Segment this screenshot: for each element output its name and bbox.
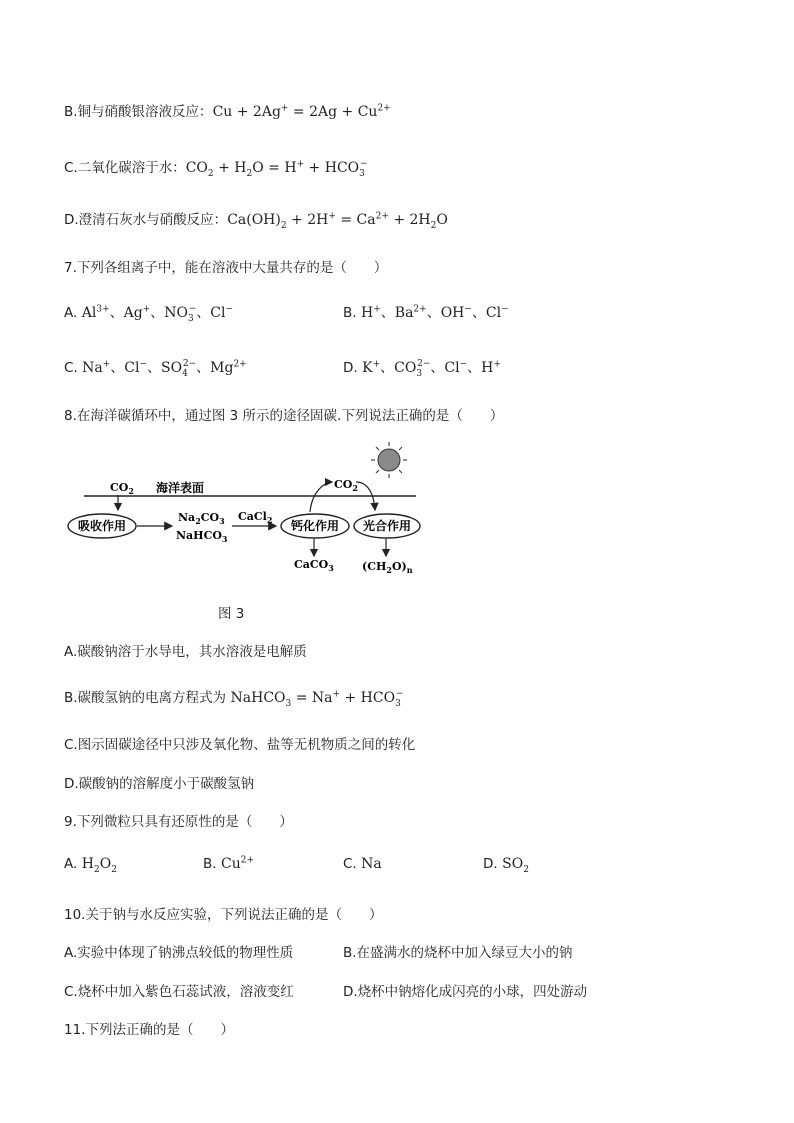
q10-stem: 10.关于钠与水反应实验，下列说法正确的是（ ） [64,907,383,923]
q7-option-c: C. Na+、Cl−、$SO_4^{2-}$、$Mg^{2+}$ [64,359,247,379]
na2co3-label: $Na_2CO_3$ [178,511,225,526]
carbon-cycle-figure [64,438,434,578]
q9-option-a: A. $H_2O_2$ [64,856,117,875]
q10-option-d: D.烧杯中钠熔化成闪亮的小球，四处游动 [343,984,588,1000]
q10-option-a: A.实验中体现了钠沸点较低的物理性质 [64,945,294,961]
equation-cu-ag: $Cu + 2Ag^+ = 2Ag + Cu^{2+}$ [212,103,391,120]
photosynthesis-label: 光合作用 [362,519,412,533]
caco3-label: CaCO$_3$ [294,558,334,573]
q8-stem: 8.在海洋碳循环中，通过图 3 所示的途径固碳.下列说法正确的是（ ） [64,408,504,424]
co2-right-label: $CO_2$ [334,478,358,493]
q7-option-d: D. K+、$CO_3^{2-}$、Cl−、H+ [343,359,501,379]
sea-surface-label: 海洋表面 [156,481,205,495]
sun-icon [371,442,407,478]
absorption-label: 吸收作用 [77,519,127,533]
q9-option-b: B. $Cu^{2+}$ [203,855,255,872]
q8-option-b: B.碳酸氢钠的电离方程式为 NaHCO$_3$ = $Na^+ + HCO_3^-$ [64,689,404,709]
ch2o-n-label: $(CH_2O)_n$ [362,560,413,575]
co2-left-label: $CO_2$ [110,481,134,496]
q9-option-c: C. Na [343,856,382,872]
q6-option-c: C.二氧化碳溶于水：$CO_2 + H_2O = H^+ + HCO_3^-$ [64,159,368,179]
q7-option-a: A. $Al^{3+}$、Ag+、$NO_3^-$、Cl− [64,304,234,324]
equation-co2-water: $CO_2 + H_2O = H^+ + HCO_3^-$ [185,159,368,179]
q9-option-d: D. $SO_2$ [483,856,529,875]
figure-caption: 图 3 [218,606,245,622]
q6-option-b: B.铜与硝酸银溶液反应：$Cu + 2Ag^+ = 2Ag + Cu^{2+}$ [64,103,391,120]
q7-option-b: B. H+、$Ba^{2+}$、OH−、Cl− [343,304,509,321]
q6-option-d: D.澄清石灰水与硝酸反应：$Ca(OH)_2 + 2H^+ = Ca^{2+} + 2H_2O$ [64,211,448,231]
q8-option-c: C.图示固碳途径中只涉及氧化物、盐等无机物质之间的转化 [64,737,416,753]
q7-stem: 7.下列各组离子中，能在溶液中大量共存的是（ ） [64,260,388,276]
q11-stem: 11.下列法正确的是（ ） [64,1022,234,1038]
q10-option-b: B.在盛满水的烧杯中加入绿豆大小的钠 [343,945,573,961]
nahco3-label: NaHCO$_3$ [176,529,228,544]
equation-caoh2-hno3: $Ca(OH)_2 + 2H^+ = Ca^{2+} + 2H_2O$ [227,211,448,231]
calcification-label: 钙化作用 [290,519,340,533]
q8-option-a: A.碳酸钠溶于水导电，其水溶液是电解质 [64,644,307,660]
q8-option-d: D.碳酸钠的溶解度小于碳酸氢钠 [64,776,255,792]
q9-stem: 9.下列微粒只具有还原性的是（ ） [64,814,293,830]
q10-option-c: C.烧杯中加入紫色石蕊试液，溶液变红 [64,984,294,1000]
cacl2-label: CaCl$_2$ [238,510,273,525]
